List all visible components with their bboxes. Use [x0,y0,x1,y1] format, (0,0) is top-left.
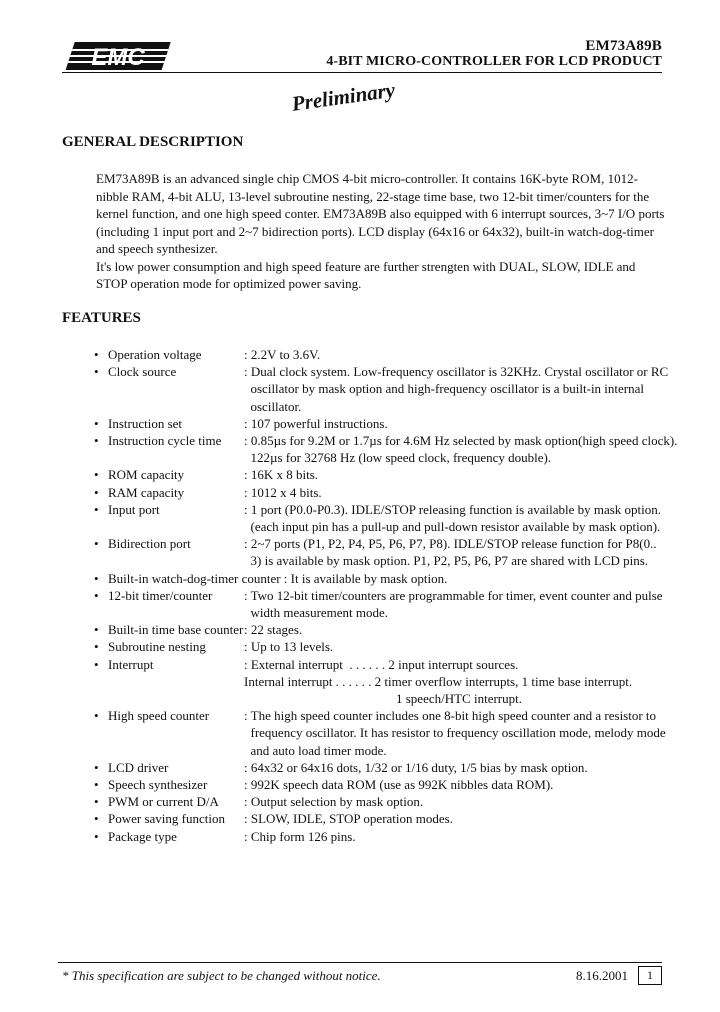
feature-value-line: 122µs for 32768 Hz (low speed clock, frequency double). [244,450,552,466]
bullet-icon: • [94,433,99,449]
feature-item [94,776,674,793]
feature-value [244,363,674,415]
feature-value-line: : Up to 13 levels. [244,639,334,655]
feature-value-line: : Two 12-bit timer/counters are programmable for timer, event counter and pulse [244,587,663,603]
feature-item [94,570,674,587]
feature-value-line: : 1 port (P0.0-P0.3). IDLE/STOP releasing function is available by mask option. [244,501,662,517]
feature-value [244,656,674,673]
feature-value [244,776,674,793]
feature-value [244,415,674,432]
logo-text: EMC [91,44,145,71]
preliminary-stamp: Preliminary [290,77,397,116]
feature-value-line: : Output selection by mask option. [244,794,424,810]
feature-item [94,793,674,810]
feature-item [94,707,674,759]
bullet-icon: • [94,467,99,483]
part-number: EM73A89B [585,38,662,54]
feature-value-line: : Dual clock system. Low-frequency oscillator is 32KHz. Crystal oscillator or RC [244,364,669,380]
bullet-icon: • [94,656,99,672]
feature-value [244,707,674,759]
feature-value-line: frequency oscillator. It has resistor to frequency oscillation mode, melody mode [244,725,666,741]
feature-label: Instruction set [108,415,183,431]
feature-label: LCD driver [108,759,169,775]
feature-label: Operation voltage [108,347,202,362]
feature-value [244,587,674,621]
bullet-icon: • [94,794,99,810]
feature-label: 12-bit timer/counter [108,587,213,603]
bullet-icon: • [94,587,99,603]
feature-label: PWM or current D/A [108,794,219,810]
bullet-icon: • [94,570,99,586]
feature-value [244,346,674,363]
feature-item [94,621,674,638]
feature-value [244,501,674,535]
bullet-icon: • [94,828,99,844]
bullet-icon: • [94,708,99,724]
feature-item [94,363,674,415]
feature-value [244,793,674,810]
feature-value-line: : 22 stages. [244,622,303,638]
feature-label: Clock source [108,364,177,380]
page-number: 1 [638,966,662,985]
feature-value-line: : External interrupt . . . . . . 2 input interrupt sources. [244,656,519,672]
interrupt-internal-line: Internal interrupt . . . . . . 2 timer overflow interrupts, 1 time base interrupt. [244,673,633,689]
feature-value-line: width measurement mode. [244,605,389,621]
bullet-icon: • [94,364,99,380]
feature-item [94,535,674,569]
features-list [94,346,678,845]
feature-item [94,415,674,432]
general-description-heading: GENERAL DESCRIPTION [62,134,244,150]
feature-value-line: : 992K speech data ROM (use as 992K nibbles data ROM). [244,777,554,793]
feature-label: RAM capacity [108,484,185,500]
bullet-icon: • [94,347,99,362]
interrupt-speech-line: 1 speech/HTC interrupt. [396,691,522,707]
feature-value-line: : 64x32 or 64x16 dots, 1/32 or 1/16 duty, 1/5 bias by mask option. [244,759,588,775]
feature-item [94,638,674,655]
feature-value [244,484,674,501]
feature-item [94,810,674,827]
feature-value-line: (each input pin has a pull-up and pull-down resistor available by mask option). [244,519,661,535]
feature-value-line: oscillator. [244,398,302,414]
feature-value [244,810,674,827]
bullet-icon: • [94,639,99,655]
description-paragraph: EM73A89B is an advanced single chip CMOS 4-bit micro-controller. It contains 16K-byte ROM, 1012-nibble RAM, 4-bit ALU, 13-level subroutine nesting, 22-stage time base, two 12-bit timer/counters for the kernel function, and one high speed conter. EM73A89B also equipped with 6 interrupt sources, 3~7 I/O ports (including 1 input port and 2~7 bidirection ports). LCD display (64x16 or 64x32), built-in watch-dog-timer and speech synthesizer. [96,171,665,256]
general-description-body [96,170,668,293]
feature-item [94,432,678,466]
feature-value-line: : 1012 x 4 bits. [244,484,322,500]
feature-value-line: : The high speed counter includes one 8-bit high speed counter and a resistor to [244,708,657,724]
feature-value [244,535,674,569]
feature-item [94,828,674,845]
feature-label: Interrupt [108,656,154,672]
feature-label: Built-in time base counter [108,622,244,638]
feature-value-line: : SLOW, IDLE, STOP operation modes. [244,811,453,827]
footer-divider [58,962,662,963]
feature-value [447,570,674,587]
feature-value-line: 3) is available by mask option. P1, P2, P5, P6, P7 are shared with LCD pins. [244,553,649,569]
feature-label: Input port [108,501,160,517]
bullet-icon: • [94,622,99,638]
feature-value [244,828,674,845]
description-paragraph: It's low power consumption and high speed feature are further strengten with DUAL, SLOW, IDLE and STOP operation mode for optimized power saving. [96,258,636,291]
feature-value-line: : 2~7 ports (P1, P2, P4, P5, P6, P7, P8). IDLE/STOP release function for P8(0.. [244,536,657,552]
footer-note: * This specification are subject to be changed without notice. [62,968,381,983]
feature-value-line: : 16K x 8 bits. [244,467,319,483]
feature-value [244,466,674,483]
feature-value [244,638,674,655]
bullet-icon: • [94,484,99,500]
bullet-icon: • [94,536,99,552]
feature-item [94,484,674,501]
feature-item [94,587,674,621]
feature-value-line: : 2.2V to 3.6V. [244,347,321,362]
feature-label: Instruction cycle time [108,433,222,449]
feature-value-line: and auto load timer mode. [244,742,387,758]
feature-value-line: oscillator by mask option and high-frequency oscillator is a built-in internal [244,381,645,397]
feature-label: Package type [108,828,177,844]
feature-item [94,501,674,535]
feature-label: Subroutine nesting [108,639,206,655]
feature-label: Speech synthesizer [108,777,208,793]
feature-label: ROM capacity [108,467,185,483]
feature-value-line: : Chip form 126 pins. [244,828,356,844]
feature-value [244,621,674,638]
header-divider [62,72,662,73]
bullet-icon: • [94,759,99,775]
feature-item [94,466,674,483]
bullet-icon: • [94,501,99,517]
feature-item [94,656,674,673]
feature-label: Power saving function [108,811,225,827]
feature-value-line: : 107 powerful instructions. [244,415,388,431]
bullet-icon: • [94,415,99,431]
feature-item [94,346,674,363]
bullet-icon: • [94,811,99,827]
emc-logo [62,38,174,74]
product-subtitle: 4-BIT MICRO-CONTROLLER FOR LCD PRODUCT [326,54,662,69]
feature-label: Bidirection port [108,536,191,552]
footer-date: 8.16.2001 [576,968,628,983]
features-heading: FEATURES [62,310,141,326]
feature-label: Built-in watch-dog-timer counter : It is available by mask option. [108,570,448,586]
bullet-icon: • [94,777,99,793]
feature-value [244,759,674,776]
feature-item [94,759,674,776]
feature-label: High speed counter [108,708,210,724]
feature-value [244,432,677,466]
feature-value-line: : 0.85µs for 9.2M or 1.7µs for 4.6M Hz selected by mask option(high speed clock). [244,433,678,449]
